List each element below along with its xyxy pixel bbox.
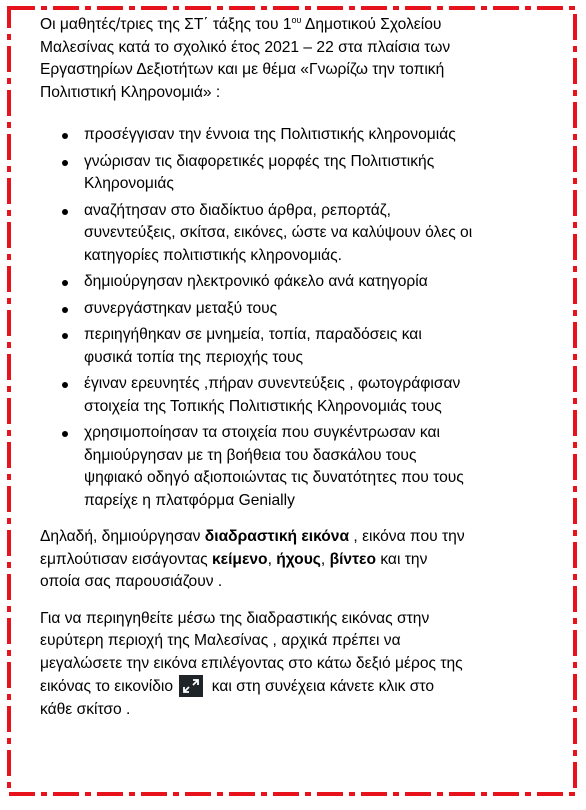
list-item-line: προσέγγισαν την έννοια της Πολιτιστικής κληρονομιάς <box>84 126 456 143</box>
list-item <box>40 271 550 294</box>
summary-text-5: οποία σας παρουσιάζουν . <box>40 573 223 590</box>
bullet-dot-icon <box>62 160 68 166</box>
list-item <box>40 151 550 196</box>
instructions-line-2: ευρύτερη περιοχή της Μαλεσίνας , αρχικά πρέπει να <box>40 632 401 649</box>
list-item-line: δημιούργησαν με τη βοήθεια του δασκάλου τους <box>84 446 417 464</box>
bullet-dot-icon <box>62 133 68 139</box>
summary-sep-2: , <box>320 550 330 568</box>
summary-sep-1: , <box>267 550 277 568</box>
list-item-line: χρησιμοποίησαν τα στοιχεία που συγκέντρωσαν και <box>84 424 440 441</box>
list-item-line: περιηγήθηκαν σε μνημεία, τοπία, παραδόσεις και <box>84 326 422 343</box>
list-item-line: φυσικά τοπία της περιοχής τους <box>84 348 303 366</box>
list-item <box>40 373 550 418</box>
instructions-line-3: μεγαλώσετε την εικόνα επιλέγοντας στο κάτω δεξιό μέρος της <box>40 654 463 672</box>
bullet-dot-icon <box>62 431 68 437</box>
list-item-line: συνεργάστηκαν μεταξύ τους <box>84 299 278 317</box>
instructions-line-4-end: και στη συνέχεια κάνετε κλικ στο <box>207 678 435 695</box>
intro-line-4: Πολιτιστική Κληρονομιά» : <box>40 83 221 101</box>
list-item <box>40 200 550 268</box>
list-item-line: γνώρισαν τις διαφορετικές μορφές της Πολιτιστικής <box>84 152 435 170</box>
bullet-dot-icon <box>62 333 68 339</box>
expand-fullscreen-icon <box>179 675 203 697</box>
list-item <box>40 124 550 147</box>
list-item-line: δημιούργησαν ηλεκτρονικό φάκελο ανά κατηγορία <box>84 273 428 290</box>
list-item <box>40 422 550 512</box>
intro-line-3: Εργαστηρίων Δεξιοτήτων και με θέμα «Γνωρίζω την τοπική <box>40 61 445 78</box>
list-item-line: παρείχε η πλατφόρμα Genially <box>84 491 295 509</box>
list-item <box>40 298 550 321</box>
list-item-line: Κληρονομιάς <box>84 175 174 192</box>
summary-bold-text: κείμενο <box>211 550 268 568</box>
list-item-line: ψηφιακό οδηγό αξιοποιώντας τις δυνατότητες που τους <box>84 469 464 486</box>
summary-text-2: , εικόνα που την <box>349 528 465 545</box>
intro-line-1-end: Δημοτικού Σχολείου <box>301 16 442 33</box>
superscript-ordinal: ου <box>291 14 302 25</box>
list-item <box>40 324 550 369</box>
summary-text-3: εμπλούτισαν εισάγοντας <box>40 550 212 568</box>
list-item-line: συνεντεύξεις, σκίτσα, εικόνες, ώστε να καλύψουν όλες οι <box>84 224 473 241</box>
intro-line-1-text: Οι μαθητές/τριες της ΣΤ΄ τάξης του 1 <box>40 16 292 33</box>
summary-paragraph <box>40 526 550 594</box>
intro-line-1 <box>40 14 550 37</box>
summary-bold-interactive-image: διαδραστική εικόνα <box>204 528 350 545</box>
summary-bold-video: βίντεο <box>329 550 376 568</box>
instructions-line-4-start: εικόνας το εικονίδιο <box>40 678 178 695</box>
list-item-line: στοιχεία της Τοπικής Πολιτιστικής Κληρονομιάς τους <box>84 397 442 415</box>
document-body <box>40 14 550 721</box>
list-item-line: αναζήτησαν στο διαδίκτυο άρθρα, ρεπορτάζ, <box>84 201 392 219</box>
summary-text-1: Δηλαδή, δημιούργησαν <box>40 528 205 545</box>
bullet-dot-icon <box>62 307 68 313</box>
instructions-line-5: κάθε σκίτσο . <box>40 700 131 718</box>
bullet-dot-icon <box>62 280 68 286</box>
activities-list <box>40 124 550 512</box>
list-item-line: έγιναν ερευνητές ,πήραν συνεντεύξεις , φωτογράφισαν <box>84 375 461 392</box>
intro-line-2: Μαλεσίνας κατά το σχολικό έτος 2021 – 22 στα πλαίσια των <box>40 38 451 56</box>
instructions-line-1: Για να περιηγηθείτε μέσω της διαδραστικής εικόνας στην <box>40 609 430 627</box>
instructions-paragraph <box>40 608 550 722</box>
bullet-dot-icon <box>62 209 68 215</box>
list-item-line: κατηγορίες πολιτιστικής κληρονομιάς. <box>84 246 343 264</box>
summary-text-4: και την <box>375 550 428 568</box>
bullet-dot-icon <box>62 382 68 388</box>
summary-bold-sounds: ήχους <box>276 550 321 568</box>
intro-paragraph <box>40 14 550 104</box>
